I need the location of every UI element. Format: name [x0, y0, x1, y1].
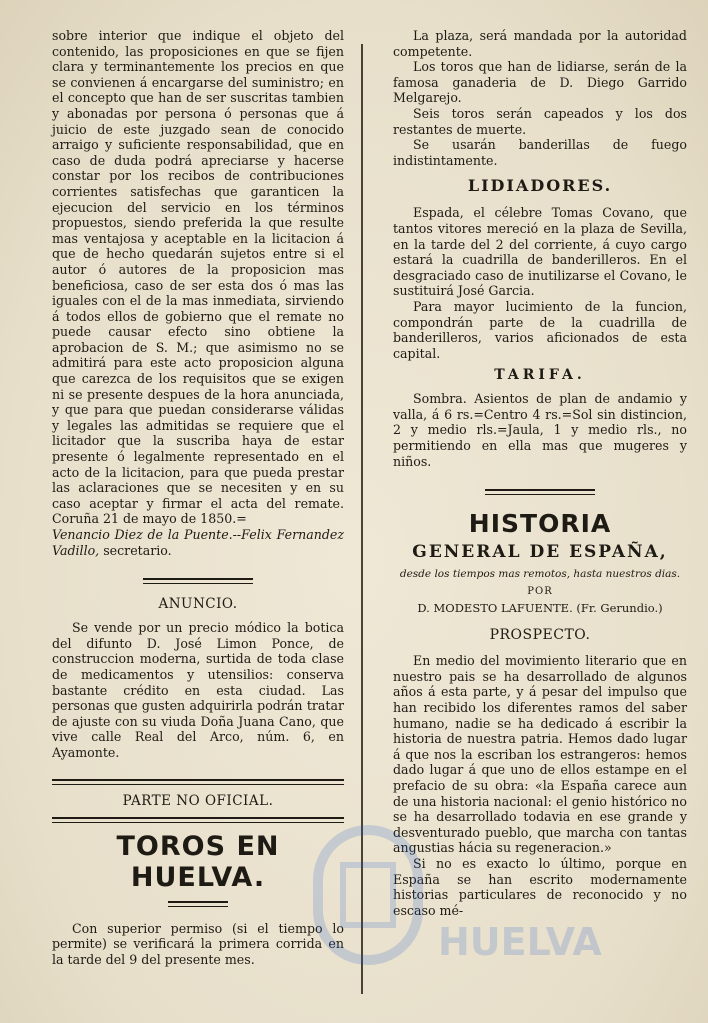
seal-icon: [308, 820, 428, 970]
section-rule: [52, 779, 344, 785]
espada-text: Espada, el célebre Tomas Covano, que tantos vitores mereció en la plaza de Sevilla, en la tarde del 2 del corriente, á cuyo cargo estará la cuadrilla de banderilleros. En el desgraciado caso de inutilizarse el Covano, le sustituirá José Garcia.: [393, 205, 687, 299]
por-label: POR: [527, 586, 553, 598]
historia-subtitle: GENERAL DE ESPAÑA,: [412, 542, 668, 563]
banderillas-text: Se usarán banderillas de fuego indistintamente.: [393, 137, 687, 168]
seis-toros-text: Seis toros serán capeados y los dos restantes de muerte.: [393, 105, 687, 137]
right-column: [393, 28, 687, 918]
si-no-text: Si no es exacto lo último, porque en España se han escrito modernamente historias particulares de reconocido y no escaso mé-: [393, 855, 687, 918]
author-line: D. MODESTO LAFUENTE. (Fr. Gerundio.): [417, 601, 663, 616]
prospecto-text: En medio del movimiento literario que en nuestro pais se ha desarrollado de algunos años á esta parte, y á pesar del impulso que han recibido los diferentes ramos del saber humano, nadie se ha dedicado á escribir la historia de nuestra patria. Hemos dado lugar á que nos la escriban los estrangeros: hemos dado lugar á que uno de ellos estampe en el prefacio de su obra: «la España carece aun de una historia nacional: el genio histórico no se ha desarrollado todavia en ese grande y desventurado pueblo, que marcha con tantas angustias hácia su regeneracion.»: [393, 653, 687, 856]
lidiadores-heading: LIDIADORES.: [467, 176, 613, 196]
toros-text: Con superior permiso (si el tiempo lo permite) se verificará la primera corrida en la tarde del 9 del presente mes.: [52, 920, 344, 967]
section-rule: [485, 489, 595, 495]
historia-title: HISTORIA: [468, 509, 612, 539]
plaza-text: La plaza, será mandada por la autoridad competente.: [393, 28, 687, 59]
toros-title: TOROS EN HUELVA.: [116, 830, 280, 893]
prospecto-heading: PROSPECTO.: [489, 627, 591, 644]
lucimiento-text: Para mayor lucimiento de la funcion, compondrán parte de la cuadrilla de banderilleros, varios aficionados de esta capital.: [393, 298, 687, 361]
library-watermark: [288, 800, 602, 1000]
body-paragraph: sobre interior que indique el objeto del contenido, las proposiciones en que se fijen clara y terminantemente los precios en que se convienen á encargarse del suministro; en el concepto que han de ser suscritas tambien y abonadas por persona ó personas que á juicio de este juzgado sean de conocido arraigo y suficiente responsabilidad, que en caso de duda podrá apreciarse y hacerse constar por los recibos de contribuciones corrientes satisfechas que garanticen la ejecucion del servicio en los términos propuestos, siendo preferida la que resulte mas ventajosa y aceptable en la licitacion á que de hecho quedarán sujetos entre si el autor ó autores de la proposicion mas beneficiosa, caso de ser esta dos ó mas las iguales con el de la mas inmediata, sirviendo á todos ellos de gobierno que el remate no puede causar efecto sino obtiene la aprobacion de S. M.; que asimismo no se admitirá para este acto proposicion alguna que carezca de los requisitos que se exigen ni se presente despues de la hora anunciada, y que para que puedan considerarse válidas y legales las admitidas se requiere que el licitador que la suscriba haya de estar presente ó legalmente representado en el acto de la licitacion, para que pueda prestar las aclaraciones que se necesiten y en su caso aceptar y firmar el acta del remate. Coruña 21 de mayo de 1850.=: [52, 28, 344, 527]
parte-heading: PARTE NO OFICIAL.: [122, 792, 274, 809]
ganaderia-text: Los toros que han de lidiarse, serán de la famosa ganaderia de D. Diego Garrido Melgarejo.: [393, 59, 687, 106]
watermark-text: HUELVA: [438, 920, 602, 964]
anuncio-heading: ANUNCIO.: [158, 596, 238, 613]
signature-line: [52, 527, 344, 558]
section-rule: [143, 578, 253, 584]
anuncio-text: Se vende por un precio módico la botica del difunto D. José Limon Ponce, de construccion moderna, surtida de toda clase de medicamentos y utensilios: conserva bastante crédito en esta ciudad. Las personas que gusten adquirirla podrán tratar de ajuste con su viuda Doña Juana Cano, que vive calle Real del Arco, núm. 6, en Ayamonte.: [52, 620, 344, 760]
sombra-text: Sombra. Asientos de plan de andamio y valla, á 6 rs.=Centro 4 rs.=Sol sin distincion, 2 y medio rls.=Jaula, 1 y medio rls., no permitiendo en ella mas que mugeres y niños.: [393, 391, 687, 469]
tarifa-heading: TARIFA.: [494, 367, 586, 384]
signature: Venancio Diez de la Puente.--Felix Fernandez Vadillo,: [52, 527, 344, 558]
section-rule: [168, 901, 228, 907]
historia-desde: desde los tiempos mas remotos, hasta nuestros dias.: [399, 568, 681, 581]
signature-role: secretario.: [103, 542, 172, 558]
